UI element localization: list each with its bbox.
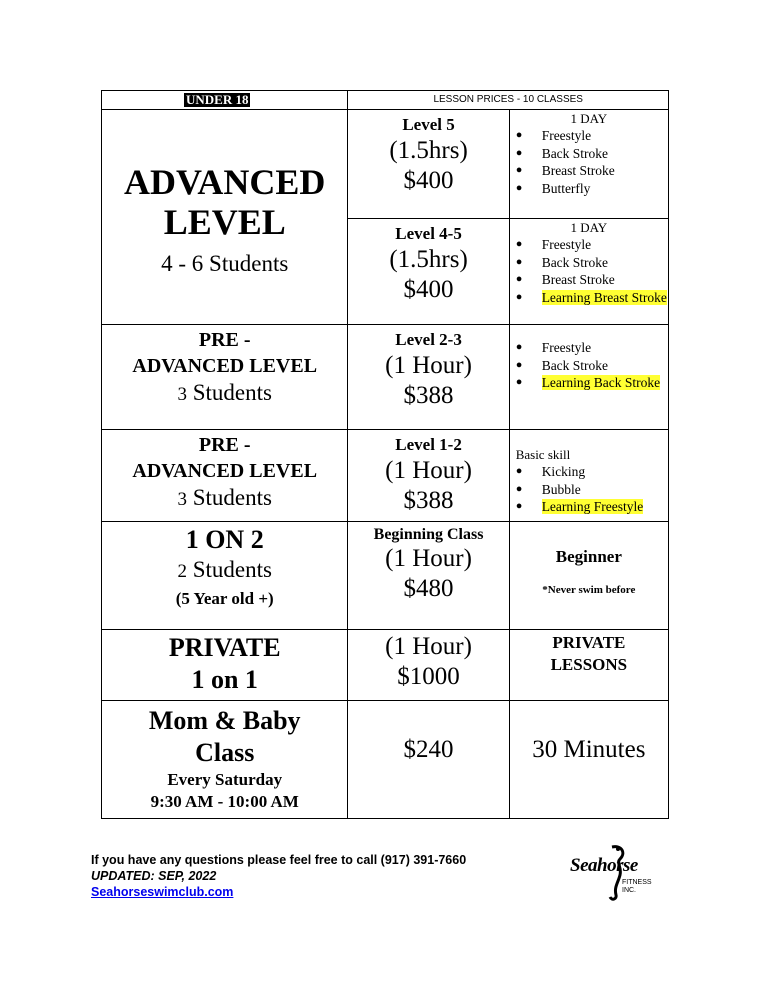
pre-title-2: ADVANCED LEVEL <box>132 355 318 377</box>
price: $240 <box>403 736 454 763</box>
mom-baby-time: 9:30 AM - 10:00 AM <box>150 792 299 811</box>
table-header-row <box>102 91 669 110</box>
duration: (1 Hour) <box>385 457 472 484</box>
footer <box>91 852 466 900</box>
beginner-note: *Never swim before <box>542 584 636 596</box>
level2-3-cell <box>348 325 509 430</box>
advanced-students: 4 - 6 Students <box>161 251 289 276</box>
duration: (1.5hrs) <box>389 137 468 164</box>
table-row <box>102 701 669 819</box>
price: $1000 <box>397 663 460 690</box>
level4-5-details <box>509 219 668 325</box>
list-item <box>516 374 668 392</box>
private-title: PRIVATE <box>168 633 281 662</box>
duration: (1 Hour) <box>385 545 472 572</box>
mom-baby-duration-cell <box>509 701 668 819</box>
list-item: ● Freestyle <box>516 127 668 145</box>
price: $388 <box>403 382 454 409</box>
table-row <box>102 325 669 430</box>
highlighted-skill: Learning Back Stroke <box>541 375 661 390</box>
level-label: Level 4-5 <box>395 224 462 243</box>
one-on-two-students: 2 Students <box>177 557 272 582</box>
beginner-label: Beginner <box>555 547 622 566</box>
contact-text: If you have any questions please feel free to call (917) 391-7660 <box>91 853 467 867</box>
mom-baby-title: Mom & Baby <box>148 706 301 735</box>
price-table <box>101 90 669 819</box>
age-requirement: (5 Year old +) <box>175 589 274 608</box>
skill-list <box>510 463 668 516</box>
table-row <box>102 522 669 630</box>
logo-brand: Seahorse <box>570 855 638 876</box>
level5-cell <box>348 110 509 219</box>
beginner-details <box>509 522 668 630</box>
mom-baby-cell <box>102 701 348 819</box>
one-on-two-cell <box>102 522 348 630</box>
mom-baby-title-2: Class <box>195 738 255 767</box>
list-item: ● Freestyle <box>516 236 668 254</box>
pre-title: PRE - <box>198 329 251 351</box>
duration: (1.5hrs) <box>389 246 468 273</box>
pre-advanced-cell-2 <box>102 430 348 522</box>
pre-title: PRE - <box>198 434 251 456</box>
highlighted-skill: Learning Breast Stroke <box>541 289 667 305</box>
list-item: ● Back Stroke <box>516 254 668 272</box>
skill-list <box>510 236 668 306</box>
level1-2-details <box>509 430 668 522</box>
under18-cell <box>102 91 348 110</box>
price: $400 <box>403 167 454 194</box>
updated-date: UPDATED: SEP, 2022 <box>91 869 217 883</box>
level-label: Level 5 <box>402 115 455 134</box>
private-price-cell <box>348 630 509 701</box>
days-label: 1 DAY <box>570 111 608 126</box>
private-details <box>509 630 668 701</box>
price: $388 <box>403 487 454 514</box>
private-cell <box>102 630 348 701</box>
under18-label: UNDER 18 <box>186 92 249 107</box>
seahorse-logo <box>570 843 670 903</box>
price: $480 <box>403 575 454 602</box>
advanced-level-cell <box>102 110 348 325</box>
logo-sub: FITNESS INC. <box>622 879 652 894</box>
private-title-2: 1 on 1 <box>191 665 258 694</box>
table-row <box>102 110 669 219</box>
pre-title-2: ADVANCED LEVEL <box>132 460 318 482</box>
mom-baby-day: Every Saturday <box>167 770 283 789</box>
mom-baby-price-cell <box>348 701 509 819</box>
duration: (1 Hour) <box>385 633 472 660</box>
level5-details <box>509 110 668 219</box>
level1-2-cell <box>348 430 509 522</box>
list-item: ● Back Stroke <box>516 357 668 375</box>
pre-advanced-cell <box>102 325 348 430</box>
private-lessons-label: PRIVATE LESSONS <box>550 633 628 674</box>
list-item: ● Back Stroke <box>516 145 668 163</box>
list-item <box>516 498 668 516</box>
skill-list <box>510 127 668 197</box>
basic-skill-label: Basic skill <box>515 447 571 462</box>
list-item: ● Breast Stroke <box>516 162 668 180</box>
beginning-class-cell <box>348 522 509 630</box>
advanced-title: ADVANCED <box>124 162 326 202</box>
highlighted-skill: Learning Freestyle <box>541 499 644 514</box>
days-label: 1 DAY <box>570 220 608 235</box>
level-label: Level 1-2 <box>395 435 462 454</box>
price: $400 <box>403 276 454 303</box>
advanced-title-2: LEVEL <box>163 202 286 242</box>
list-item: ● Bubble <box>516 481 668 499</box>
pre-students: 3 Students <box>177 485 272 510</box>
lesson-prices-title: LESSON PRICES - 10 CLASSES <box>348 91 669 110</box>
level-label: Level 2-3 <box>395 330 462 349</box>
list-item: ● Butterfly <box>516 180 668 198</box>
list-item: ● Kicking <box>516 463 668 481</box>
level2-3-details <box>509 325 668 430</box>
list-item <box>516 289 668 307</box>
list-item: ● Breast Stroke <box>516 271 668 289</box>
skill-list <box>510 339 668 392</box>
list-item: ● Freestyle <box>516 339 668 357</box>
table-row <box>102 430 669 522</box>
website-link[interactable]: Seahorseswimclub.com <box>91 885 234 899</box>
pre-students: 3 Students <box>177 380 272 405</box>
duration: (1 Hour) <box>385 352 472 379</box>
level4-5-cell <box>348 219 509 325</box>
table-row <box>102 630 669 701</box>
level-label: Beginning Class <box>373 526 484 543</box>
duration: 30 Minutes <box>532 736 646 763</box>
one-on-two-title: 1 ON 2 <box>185 525 264 554</box>
